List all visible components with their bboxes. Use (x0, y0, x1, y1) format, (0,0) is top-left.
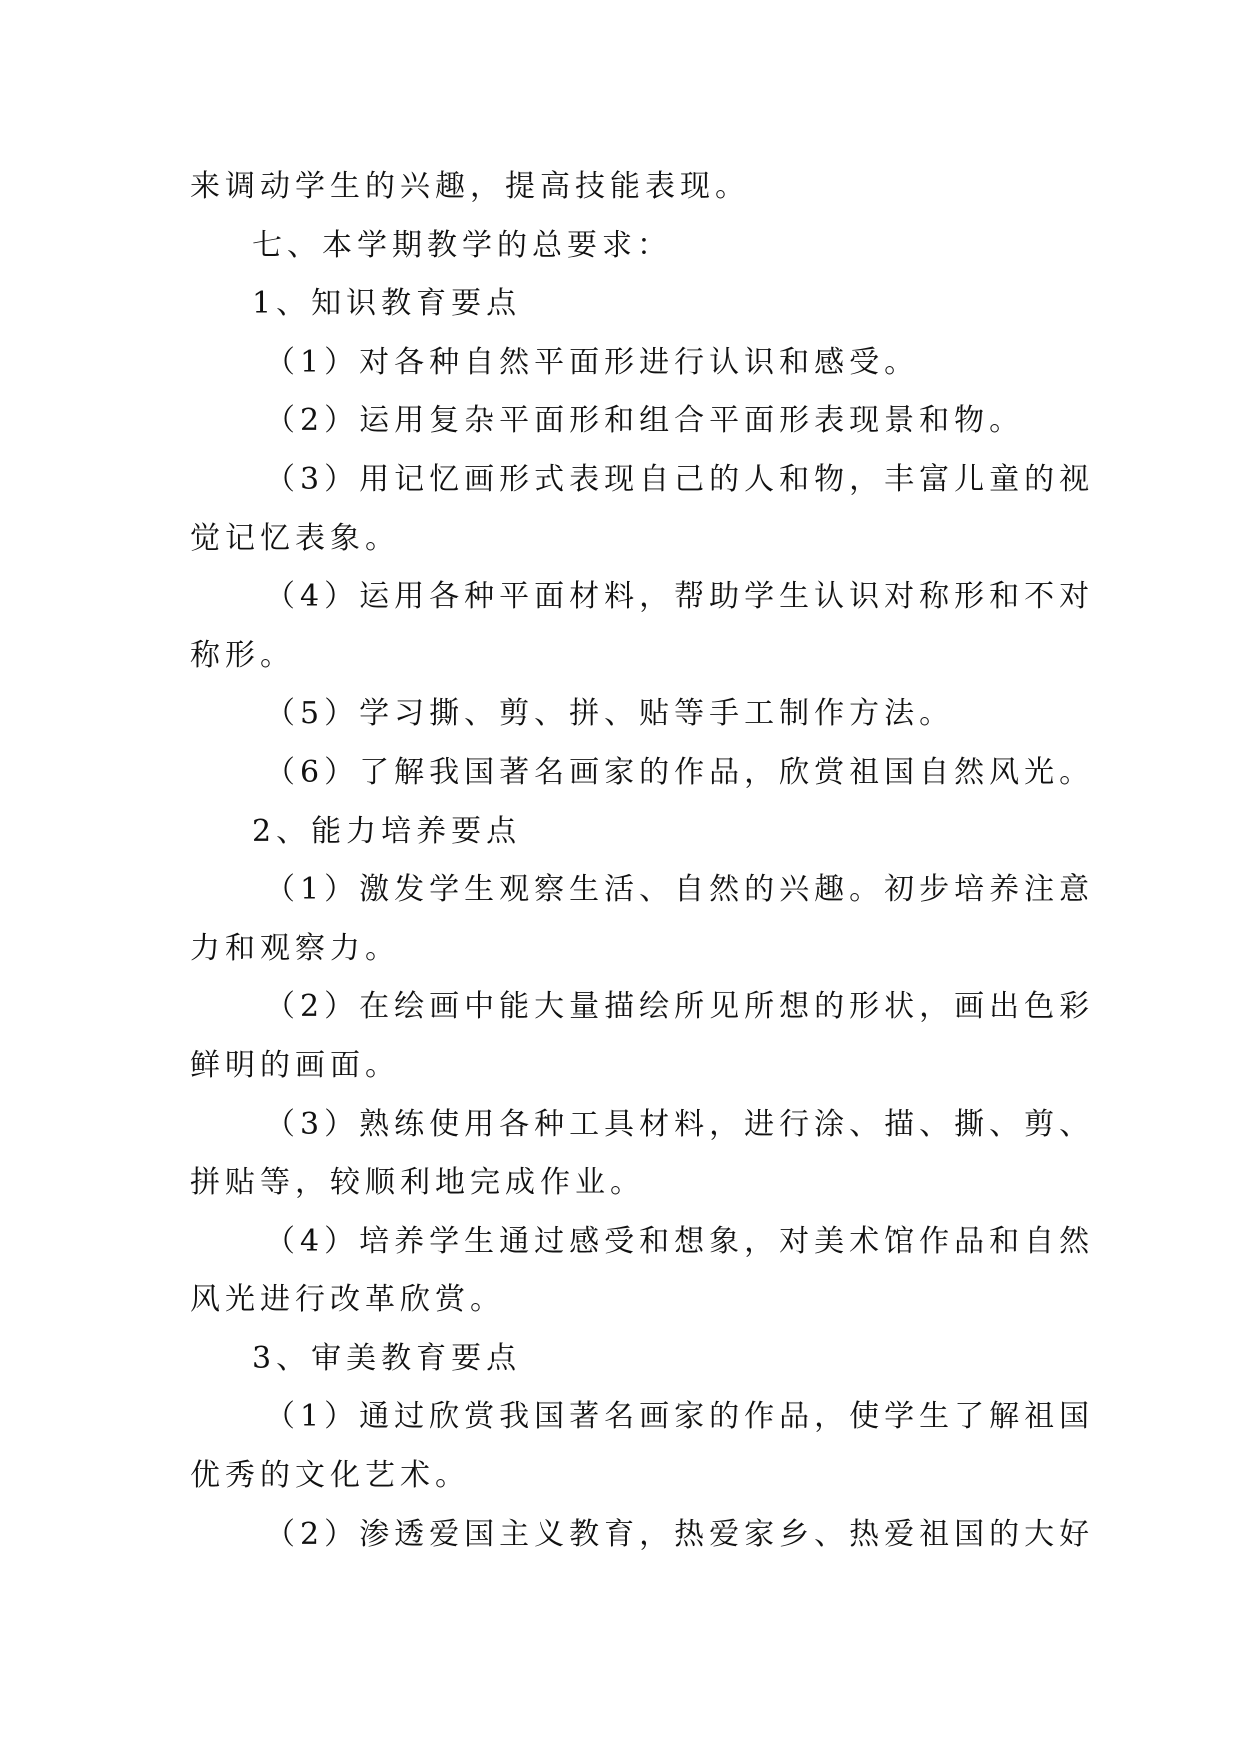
list-item-continuation: 拼贴等，较顺利地完成作业。 (190, 1165, 645, 1201)
list-item: （1）激发学生观察生活、自然的兴趣。初步培养注意 (265, 872, 1095, 908)
list-item-continuation: 称形。 (190, 637, 295, 673)
document-body (190, 158, 1095, 1564)
list-item: （6）了解我国著名画家的作品，欣赏祖国自然风光。 (265, 754, 1095, 790)
paragraph-line: 来调动学生的兴趣，提高技能表现。 (190, 169, 750, 204)
list-item: （3）熟练使用各种工具材料，进行涂、描、撕、剪、 (265, 1106, 1095, 1142)
list-item: （2）运用复杂平面形和组合平面形表现景和物。 (265, 403, 1025, 439)
list-item: （5）学习撕、剪、拼、贴等手工制作方法。 (265, 696, 955, 732)
list-item: （1）对各种自然平面形进行认识和感受。 (265, 344, 920, 380)
list-item-continuation: 风光进行改革欣赏。 (190, 1282, 505, 1318)
list-item: （4）运用各种平面材料，帮助学生认识对称形和不对 (265, 579, 1095, 615)
list-item-continuation: 鲜明的画面。 (190, 1047, 400, 1083)
list-item-continuation: 优秀的文化艺术。 (190, 1458, 470, 1494)
list-item: （2）渗透爱国主义教育，热爱家乡、热爱祖国的大好 (265, 1516, 1095, 1552)
list-item: （1）通过欣赏我国著名画家的作品，使学生了解祖国 (265, 1399, 1095, 1435)
subsection-heading: 1、知识教育要点 (252, 286, 522, 322)
section-heading: 七、本学期教学的总要求： (252, 227, 672, 263)
list-item: （4）培养学生通过感受和想象，对美术馆作品和自然 (265, 1223, 1095, 1259)
list-item: （3）用记忆画形式表现自己的人和物，丰富儿童的视 (265, 461, 1095, 497)
subsection-heading: 2、能力培养要点 (252, 813, 522, 849)
list-item-continuation: 觉记忆表象。 (190, 520, 400, 556)
subsection-heading: 3、审美教育要点 (252, 1340, 522, 1376)
list-item: （2）在绘画中能大量描绘所见所想的形状，画出色彩 (265, 989, 1095, 1025)
list-item-continuation: 力和观察力。 (190, 930, 400, 966)
